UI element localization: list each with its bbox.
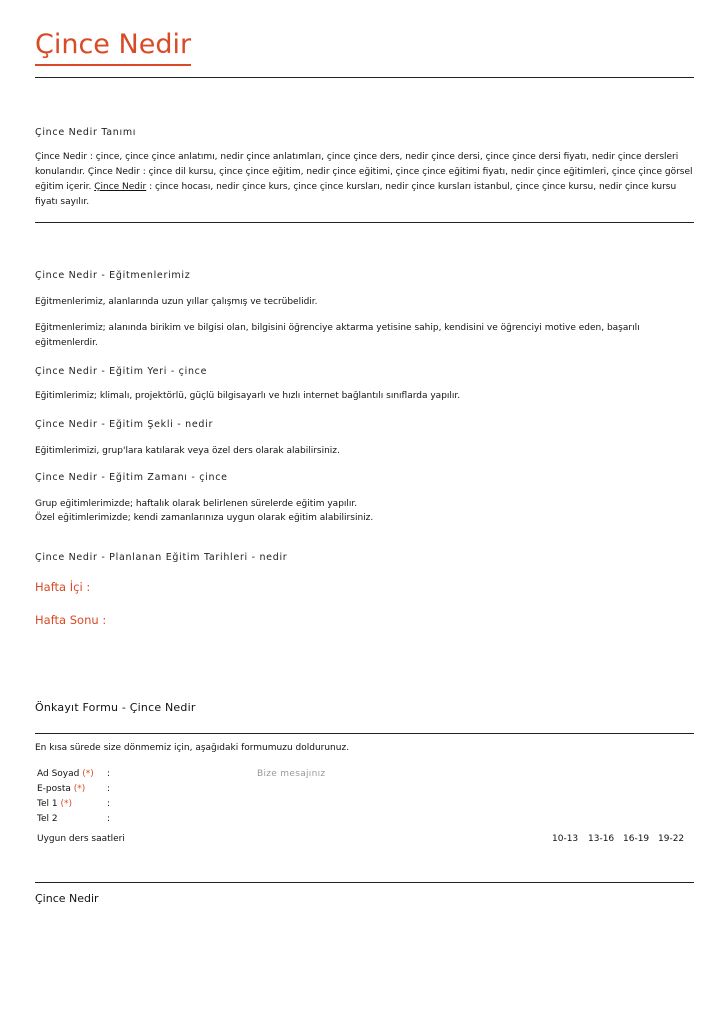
time-heading: Çince Nedir - Eğitim Zamanı - çince	[35, 472, 228, 483]
email-label: E-posta (*)	[37, 784, 86, 794]
name-label: Ad Soyad (*)	[37, 769, 94, 779]
divider	[35, 77, 694, 78]
page-title: Çince Nedir	[35, 28, 191, 66]
message-textarea[interactable]: Bize mesajınız	[257, 769, 326, 779]
required-mark: (*)	[60, 799, 72, 809]
divider	[35, 882, 694, 883]
format-heading: Çince Nedir - Eğitim Şekli - nedir	[35, 419, 214, 430]
divider	[35, 222, 694, 223]
teachers-p1: Eğitmenlerimiz, alanlarında uzun yıllar çalışmış ve tecrübelidir.	[35, 297, 318, 307]
tel1-input[interactable]: :	[107, 799, 111, 809]
slot-option[interactable]: 19-22	[658, 834, 685, 844]
intro-text-before: Çince Nedir : çince, çince çince anlatımı, nedir çince anlatımları, çince çince ders, nedir çince dersi, çince çince dersi fiyatı, nedir çince dersleri konularıdır. Çince Nedir : çince dil kursu, çince çince eğitim, nedir çince eğitimi, çince çince eğitimi fiyatı, nedir çince eğitimleri, çince çince görsel eğitim içerir.	[35, 152, 693, 192]
required-mark: (*)	[73, 784, 86, 794]
time-line2: Özel eğitimlerimizde; kendi zamanlarınıza uygun olarak eğitim alabilirsiniz.	[35, 513, 374, 523]
form-title: Önkayıt Formu - Çince Nedir	[35, 701, 196, 714]
name-input[interactable]: :	[107, 769, 111, 779]
divider	[35, 733, 694, 734]
tel2-input[interactable]: :	[107, 814, 111, 824]
teachers-p2: Eğitmenlerimiz; alanında birikim ve bilgisi olan, bilgisini öğrenciye aktarma yetisine sahip, kendisini ve öğrenciyi motive eden, başarılı eğitmenlerdir.	[35, 323, 640, 348]
email-input[interactable]: :	[107, 784, 111, 794]
intro-paragraph	[35, 150, 697, 210]
intro-link[interactable]: Çince Nedir	[94, 182, 147, 192]
weekend-label: Hafta Sonu :	[35, 613, 107, 627]
hours-label: Uygun ders saatleri	[37, 834, 125, 844]
time-line1: Grup eğitimlerimizde; haftalık olarak belirlenen sürelerde eğitim yapılır.	[35, 499, 358, 509]
slot-option[interactable]: 16-19	[623, 834, 650, 844]
intro-text-after: : çince hocası, nedir çince kurs, çince çince kursları, nedir çince kursları istanbul, çince çince kursu, nedir çince kursu fiyatı sayılır.	[35, 182, 677, 207]
required-mark: (*)	[82, 769, 94, 779]
intro-heading: Çince Nedir Tanımı	[35, 127, 137, 138]
schedule-heading: Çince Nedir - Planlanan Eğitim Tarihleri - nedir	[35, 552, 288, 563]
tel2-label: Tel 2	[37, 814, 58, 824]
slot-option[interactable]: 10-13	[552, 834, 579, 844]
teachers-heading: Çince Nedir - Eğitmenlerimiz	[35, 270, 191, 281]
format-text: Eğitimlerimizi, grup'lara katılarak veya özel ders olarak alabilirsiniz.	[35, 446, 340, 456]
place-text: Eğitimlerimiz; klimalı, projektörlü, güçlü bilgisayarlı ve hızlı internet bağlantılı sınıflarda yapılır.	[35, 391, 461, 401]
form-intro: En kısa sürede size dönmemiz için, aşağıdaki formumuzu doldurunuz.	[35, 743, 350, 753]
weekday-label: Hafta İçi :	[35, 580, 91, 594]
footer-title: Çince Nedir	[35, 892, 99, 905]
tel1-label: Tel 1 (*)	[37, 799, 72, 809]
place-heading: Çince Nedir - Eğitim Yeri - çince	[35, 366, 208, 377]
slot-option[interactable]: 13-16	[588, 834, 615, 844]
